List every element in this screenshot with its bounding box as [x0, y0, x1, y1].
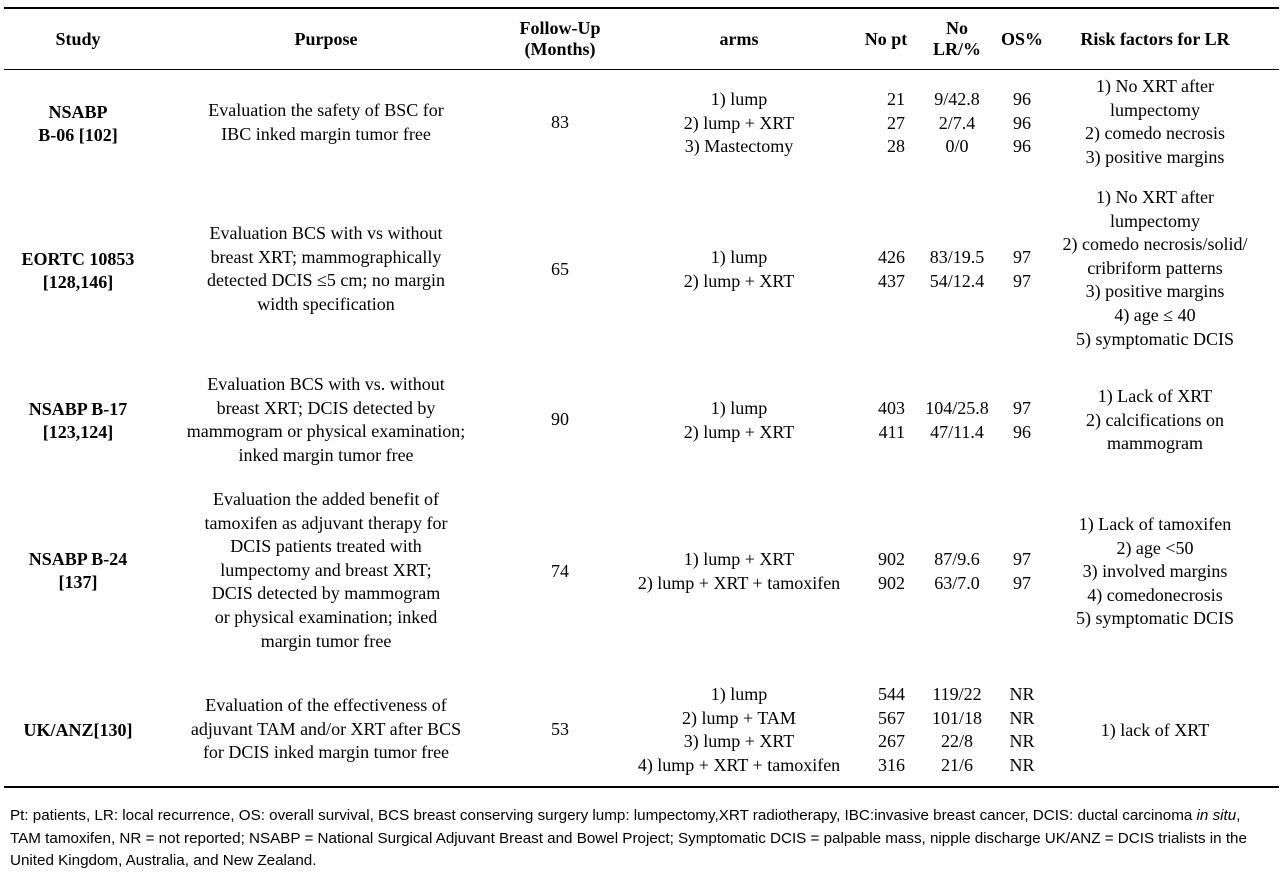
- risk-factors: 1) No XRT after lumpectomy 2) comedo necrosis/solid/ cribriform patterns 3) positive margins 4) age ≤ 40 5) symptomatic DCIS: [1062, 187, 1248, 349]
- overall-survival: NR NR NR NR: [1009, 684, 1035, 775]
- local-recurrence: 104/25.8 47/11.4: [925, 398, 989, 442]
- footnote-italic: in situ: [1196, 807, 1237, 824]
- overall-survival: 97 97: [1013, 247, 1031, 291]
- patient-counts: 426 437: [878, 247, 905, 291]
- local-recurrence: 87/9.6 63/7.0: [934, 549, 980, 593]
- arms-list: 1) lump 2) lump + XRT 3) Mastectomy: [683, 89, 795, 157]
- purpose-text: Evaluation of the effectiveness of adjuvant TAM and/or XRT after BCS for DCIS inked margin tumor free: [190, 695, 462, 763]
- patient-counts: 21 27 28: [887, 89, 905, 157]
- top-rule: [4, 7, 1279, 9]
- risk-factors: 1) lack of XRT: [1100, 720, 1210, 740]
- purpose-text: Evaluation the added benefit of tamoxifen as adjuvant therapy for DCIS patients treated with lumpectomy and breast XRT; DCIS detected by mammogram or physical examination; inked margin tumor free: [204, 489, 448, 651]
- arms-list: 1) lump 2) lump + XRT: [683, 247, 795, 291]
- overall-survival: 97 96: [1013, 398, 1031, 442]
- header-risk-factors: Risk factors for LR: [1080, 29, 1230, 49]
- header-no-lr: No LR/%: [932, 18, 981, 59]
- arms-list: 1) lump + XRT 2) lump + XRT + tamoxifen: [637, 549, 841, 593]
- study-name: UK/ANZ[130]: [23, 720, 133, 740]
- followup-months: 53: [551, 719, 569, 739]
- patient-counts: 544 567 267 316: [878, 684, 905, 775]
- arms-list: 1) lump 2) lump + XRT: [683, 398, 795, 442]
- study-name: EORTC 10853 [128,146]: [21, 249, 135, 292]
- followup-months: 90: [551, 409, 569, 429]
- footnote-part-1: Pt: patients, LR: local recurrence, OS: overall survival, BCS breast conserving surgery lump: lumpectomy,XRT radiotherapy, IBC:invasive breast cancer, DCIS: ductal carcinoma: [10, 807, 1197, 824]
- header-followup: Follow-Up (Months): [519, 18, 601, 59]
- followup-months: 83: [551, 112, 569, 132]
- table-footnote: [10, 805, 1272, 873]
- study-name: NSABP B-06 [102]: [38, 102, 118, 145]
- local-recurrence: 83/19.5 54/12.4: [929, 247, 985, 291]
- risk-factors: 1) Lack of tamoxifen 2) age <50 3) involved margins 4) comedonecrosis 5) symptomatic DCIS: [1076, 514, 1234, 629]
- local-recurrence: 9/42.8 2/7.4 0/0: [934, 89, 980, 157]
- risk-factors: 1) Lack of XRT 2) calcifications on mammogram: [1086, 386, 1224, 454]
- purpose-text: Evaluation BCS with vs without breast XRT; mammographically detected DCIS ≤5 cm; no margin width specification: [207, 223, 445, 314]
- followup-months: 65: [551, 259, 569, 279]
- patient-counts: 403 411: [878, 398, 905, 442]
- header-purpose: Purpose: [294, 29, 358, 49]
- study-name: NSABP B-17 [123,124]: [28, 399, 128, 442]
- header-rule: [4, 69, 1279, 70]
- overall-survival: 96 96 96: [1013, 89, 1031, 157]
- bottom-rule: [4, 786, 1279, 788]
- patient-counts: 902 902: [878, 549, 905, 593]
- followup-months: 74: [551, 561, 569, 581]
- overall-survival: 97 97: [1013, 549, 1031, 593]
- header-arms: arms: [719, 29, 759, 49]
- study-name: NSABP B-24 [137]: [28, 549, 128, 592]
- footnote-part-2: , TAM tamoxifen, NR = not reported; NSABP = National Surgical Adjuvant Breast and Bowel Project; Symptomatic DCIS = palpable mass, nipple discharge UK/ANZ = DCIS trialists in the United Kingdom, Australia, and New Zealand.: [10, 807, 1247, 869]
- purpose-text: Evaluation the safety of BSC for IBC inked margin tumor free: [208, 100, 444, 144]
- header-os: OS%: [1000, 29, 1043, 49]
- header-study: Study: [55, 29, 101, 49]
- arms-list: 1) lump 2) lump + TAM 3) lump + XRT 4) lump + XRT + tamoxifen: [637, 684, 841, 775]
- header-no-pt: No pt: [864, 29, 908, 49]
- local-recurrence: 119/22 101/18 22/8 21/6: [931, 684, 982, 775]
- risk-factors: 1) No XRT after lumpectomy 2) comedo necrosis 3) positive margins: [1085, 76, 1225, 167]
- purpose-text: Evaluation BCS with vs. without breast XRT; DCIS detected by mammogram or physical examination; inked margin tumor free: [186, 374, 466, 465]
